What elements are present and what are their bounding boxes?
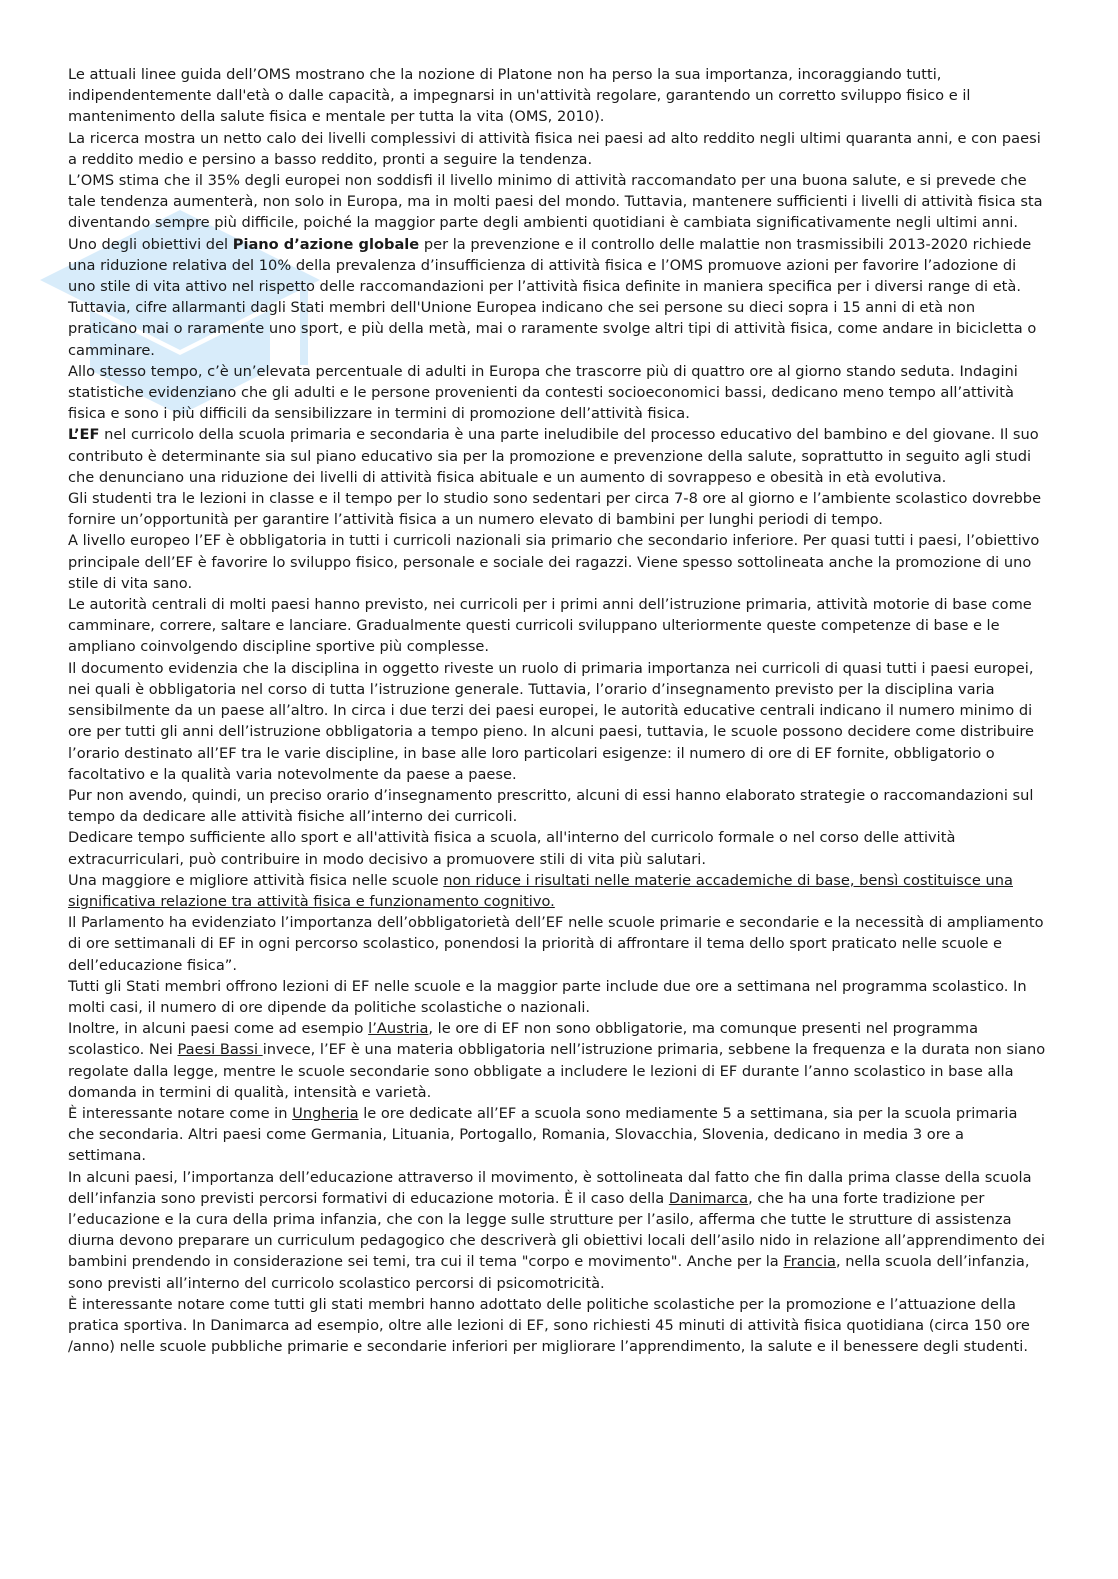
paragraph-16: Tutti gli Stati membri offrono lezioni di EF nelle scuole e la maggior parte include due ore a settimana nel programma scolastico. In molti casi, il numero di ore dipende da politiche scolastiche o nazionali.: [68, 977, 1027, 1016]
paragraph-17-text-c: invece, l’EF è una materia obbligatoria nell’istruzione primaria, sebbene la frequenza e la durata non siano regolate dalla legge, mentre le scuole secondarie sono obbligate a includere le lezioni di EF durante l’anno scolastico in base alla domanda in termini di qualità, intensità e varietà.: [68, 1041, 1046, 1101]
paragraph-17: [68, 1018, 1046, 1103]
paragraph-4-text-a: Uno degli obiettivi del: [68, 235, 233, 253]
paragraph-1: Le attuali linee guida dell’OMS mostrano che la nozione di Platone non ha perso la sua importanza, incoraggiando tutti, indipendentemente dall'età o dalle capacità, a impegnarsi in un'attività regolare, garantendo un corretto sviluppo fisico e il mantenimento della salute fisica e mentale per tutta la vita (OMS, 2010).: [68, 66, 971, 126]
paragraph-2: La ricerca mostra un netto calo dei livelli complessivi di attività fisica nei paesi ad alto reddito negli ultimi quaranta anni, e con paesi a reddito medio e persino a basso reddito, pronti a seguire la tendenza.: [68, 129, 1041, 168]
ef-bold: L’EF: [68, 426, 100, 444]
paragraph-19-text-b: , che ha una forte tradizione per l’educazione e la cura della prima infanzia, che con la legge sulle strutture per l’asilo, afferma che tutte le strutture di assistenza diurna devono preparare un curriculum pedagogico che descriverà gli obiettivi locali dell’asilo nido in relazione all’apprendimento dei bambini prendendo in considerazione sei temi, tra cui il tema "corpo e movimento". Anche per la: [68, 1189, 1045, 1271]
paragraph-6: Allo stesso tempo, c’è un’elevata percentuale di adulti in Europa che trascorre più di quattro ore al giorno stando seduta. Indagini statistiche evidenziano che gli adulti e le persone provenienti da contesti socioeconomici bassi, dedicano meno tempo all’attività fisica e sono i più difficili da sensibilizzare in termini di promozione dell’attività fisica.: [68, 362, 1018, 423]
ungheria-underlined: Ungheria: [292, 1104, 359, 1122]
paragraph-10: Le autorità centrali di molti paesi hanno previsto, nei curricoli per i primi anni dell’istruzione primaria, attività motorie di base come camminare, correre, saltare e lanciare. Gradualmente questi curricoli sviluppano ulteriormente queste competenze di base e le ampliano coinvolgendo discipline sportive più complesse.: [68, 596, 1032, 656]
paragraph-8: Gli studenti tra le lezioni in classe e il tempo per lo studio sono sedentari per circa 7-8 ore al giorno e l’ambiente scolastico dovrebbe fornire un’opportunità per garantire l’attività fisica a un numero elevato di bambini per lunghi periodi di tempo.: [68, 490, 1042, 529]
danimarca-underlined: Danimarca: [668, 1189, 749, 1207]
paragraph-4-text-b: per la prevenzione e il controllo delle malattie non trasmissibili 2013-2020 richiede una riduzione relativa del 10% della prevalenza d’insufficienza di attività fisica e l’OMS promuove azioni per favorire l’adozione di uno stile di vita attivo nel rispetto delle raccomandazioni per l’attività fisica definite in maniera specifica per i diversi range di età.: [68, 235, 1032, 296]
paragraph-11: Il documento evidenzia che la disciplina in oggetto riveste un ruolo di primaria importanza nei curricoli di quasi tutti i paesi europei, nei quali è obbligatoria nel corso di tutta l’istruzione generale. Tuttavia, l’orario d’insegnamento previsto per la disciplina varia sensibilmente da un paese all’altro. In circa i due terzi dei paesi europei, le autorità educative centrali indicano il numero minimo di ore per tutti gli anni dell’istruzione obbligatoria a tempo pieno. In alcuni paesi, tuttavia, le scuole possono decidere come distribuire l’orario destinato all’EF tra le varie discipline, in base alle loro particolari esigenze: il numero di ore di EF fornite, obbligatorio o facoltativo e la qualità varia notevolmente da paese a paese.: [68, 659, 1035, 783]
paragraph-13: Dedicare tempo sufficiente allo sport e all'attività fisica a scuola, all'interno del curricolo formale o nel corso delle attività extracurriculari, può contribuire in modo decisivo a promuovere stili di vita più salutari.: [68, 829, 956, 868]
paragraph-19-text-c: , nella scuola dell’infanzia, sono previsti all’interno del curricolo scolastico percorsi di psicomotricità.: [68, 1253, 1030, 1292]
francia-underlined: Francia: [783, 1253, 836, 1271]
paragraph-7: [68, 424, 1046, 488]
paragraph-14-text: Una maggiore e migliore attività fisica nelle scuole: [68, 871, 444, 889]
paragraph-18-text-a: È interessante notare come in: [68, 1104, 293, 1122]
paragraph-5: Tuttavia, cifre allarmanti dagli Stati membri dell'Unione Europea indicano che sei persone su dieci sopra i 15 anni di età non praticano mai o raramente uno sport, e più della metà, mai o raramente svolge altri tipi di attività fisica, come andare in bicicletta o camminare.: [68, 299, 1037, 359]
paragraph-20: È interessante notare come tutti gli stati membri hanno adottato delle politiche scolastiche per la promozione e l’attuazione della pratica sportiva. In Danimarca ad esempio, oltre alle lezioni di EF, sono richiesti 45 minuti di attività fisica quotidiana (circa 150 ore /anno) nelle scuole pubbliche primarie e secondarie inferiori per migliorare l’apprendimento, la salute e il benessere degli studenti.: [68, 1295, 1030, 1356]
paragraph-19-text-a: In alcuni paesi, l’importanza dell’educazione attraverso il movimento, è sottolineata dal fatto che fin dalla prima classe della scuola dell’infanzia sono previsti percorsi formativi di educazione motoria. È il caso della: [68, 1168, 1032, 1207]
paragraph-19: [68, 1167, 1046, 1294]
austria-underlined: l’Austria: [368, 1020, 429, 1038]
piano-azione-globale-bold: Piano d’azione globale: [232, 235, 420, 253]
paragraph-3: L’OMS stima che il 35% degli europei non soddisfi il livello minimo di attività raccomandato per una buona salute, e si prevede che tale tendenza aumenterà, non solo in Europa, ma in molti paesi del mondo. Tuttavia, mantenere sufficienti i livelli di attività fisica sta diventando sempre più difficile, poiché la maggior parte degli ambienti quotidiani è cambiata significativamente negli ultimi anni.: [68, 172, 1043, 232]
paragraph-4: [68, 234, 1046, 298]
paragraph-7-text: nel curricolo della scuola primaria e secondaria è una parte ineludibile del processo educativo del bambino e del giovane. Il suo contributo è determinante sia sul piano educativo sia per la promozione e prevenzione della salute, soprattutto in seguito agli studi che denunciano una riduzione dei livelli di attività fisica abituale e un aumento di sovrappeso e obesità in età evolutiva.: [68, 426, 1039, 486]
paragraph-12: Pur non avendo, quindi, un preciso orario d’insegnamento prescritto, alcuni di essi hanno elaborato strategie o raccomandazioni sul tempo da dedicare alle attività fisiche all’interno dei curricoli.: [68, 786, 1034, 826]
paesi-bassi-underlined: Paesi Bassi: [177, 1041, 263, 1059]
paragraph-18: [68, 1103, 1046, 1167]
paragraph-9: A livello europeo l’EF è obbligatoria in tutti i curricoli nazionali sia primario che secondario inferiore. Per quasi tutti i paesi, l’obiettivo principale dell’EF è favorire lo sviluppo fisico, personale e sociale dei ragazzi. Viene spesso sottolineata anche la promozione di uno stile di vita sano.: [68, 532, 1040, 592]
paragraph-15: Il Parlamento ha evidenziato l’importanza dell’obbligatorietà dell’EF nelle scuole primarie e secondarie e la necessità di ampliamento di ore settimanali di EF in ogni percorso scolastico, ponendosi la priorità di affrontare il tema dello sport praticato nelle scuole e dell’educazione fisica”.: [68, 914, 1044, 974]
paragraph-17-text-a: Inoltre, in alcuni paesi come ad esempio: [68, 1020, 369, 1038]
paragraph-14: [68, 870, 1046, 912]
paragraph-18-text-b: le ore dedicate all’EF a scuola sono mediamente 5 a settimana, sia per la scuola primaria che secondaria. Altri paesi come Germania, Lituania, Portogallo, Romania, Slovacchia, Slovenia, dedicano in media 3 ore a settimana.: [68, 1104, 1018, 1165]
document-body: [68, 64, 1046, 1357]
underlined-statement: non riduce i risultati nelle materie accademiche di base, bensì costituisce una significativa relazione tra attività fisica e funzionamento cognitivo.: [68, 871, 1013, 910]
paragraph-17-text-b: , le ore di EF non sono obbligatorie, ma comunque presenti nel programma scolastico. Nei: [68, 1020, 979, 1059]
